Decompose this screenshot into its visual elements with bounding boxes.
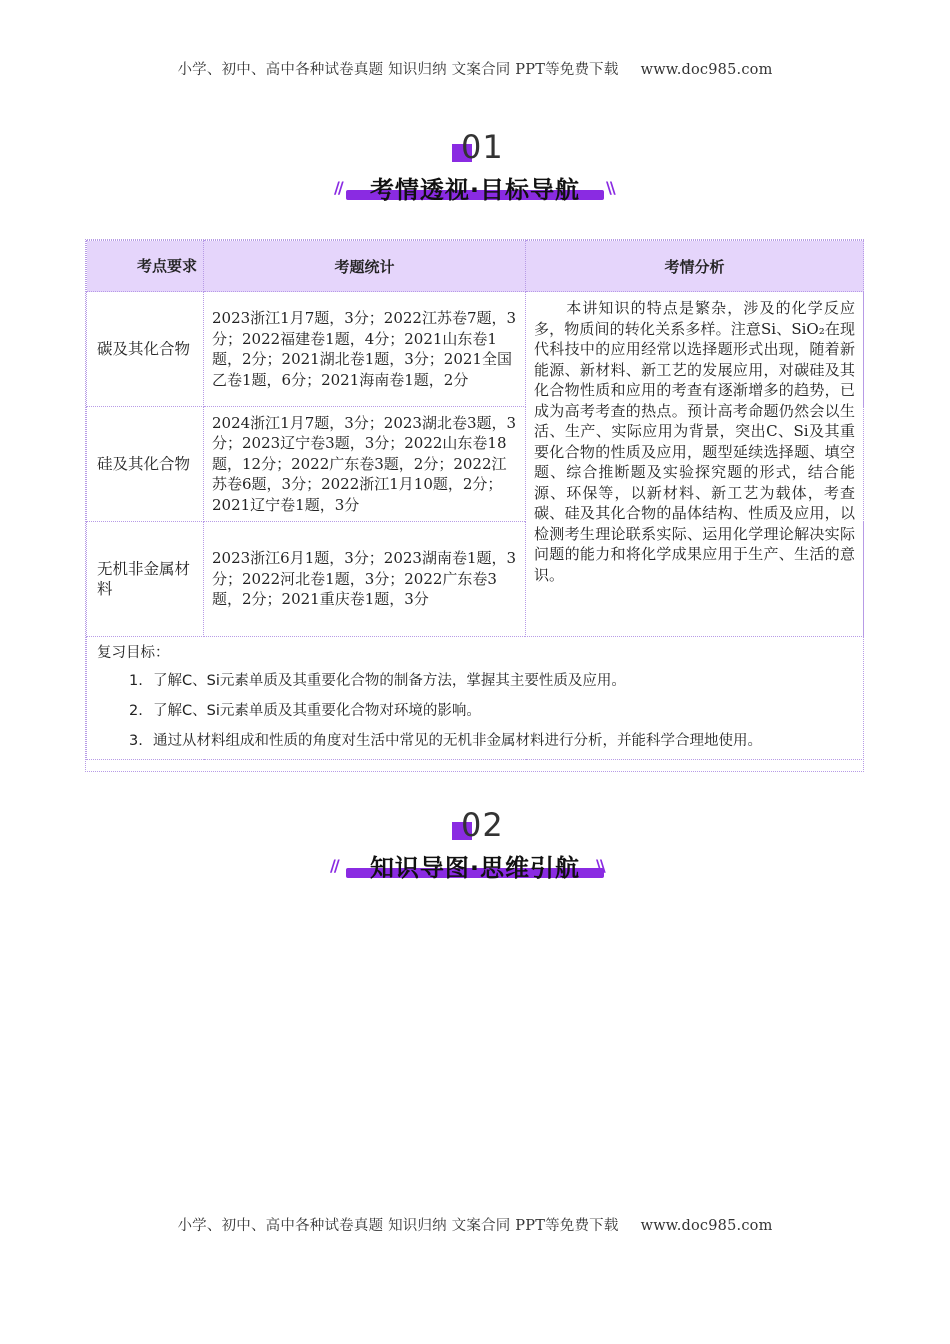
goal-item	[97, 701, 853, 721]
section-title: 考情透视·目标导航	[369, 176, 581, 204]
header-stats: 考题统计	[204, 241, 526, 292]
exam-analysis-table	[85, 239, 864, 772]
right-slash-decoration: \\	[606, 178, 614, 197]
analysis-grid	[86, 240, 864, 760]
table-row	[87, 292, 864, 407]
table-header-row	[87, 241, 864, 292]
header-url[interactable]: www.doc985.com	[640, 62, 773, 78]
section-number-badge	[452, 806, 512, 846]
left-slash-decoration: //	[334, 178, 342, 197]
analysis-cell: 本讲知识的特点是繁杂，涉及的化学反应多，物质间的转化关系多样。注意Si、SiO₂在现代科技中的应用经常以选择题形式出现，随着新能源、新材料、新工艺的发展应用，对碳硅及其化合物性质和应用的考查有逐渐增多的趋势，已成为高考考查的热点。预计高考命题仍然会以生活、生产、实际应用为背景，突出C、Si及其重要化合物的性质及应用，题型延续选择题、填空题、综合推断题及实验探究题的形式，结合能源、环保等，以新材料、新工艺为载体，考查碳、硅及其化合物的晶体结构、性质及应用，以检测考生理论联系实际、运用化学理论解决实际问题的能力和将化学成果应用于生产、生活的意识。	[526, 292, 864, 637]
section-01-heading	[0, 128, 950, 208]
goal-number: 3.	[129, 733, 143, 749]
header-text: 小学、初中、高中各种试卷真题 知识归纳 文案合同 PPT等免费下载	[177, 62, 619, 78]
stats-cell: 2023浙江6月1题，3分；2023湖南卷1题，3分；2022河北卷1题，3分；2022广东卷3题，2分；2021重庆卷1题，3分	[204, 522, 526, 637]
header-analysis: 考情分析	[526, 241, 864, 292]
topic-cell: 硅及其化合物	[87, 407, 204, 522]
goals-title: 复习目标：	[97, 645, 170, 661]
goal-text: 通过从材料组成和性质的角度对生活中常见的无机非金属材料进行分析，并能科学合理地使用。	[153, 733, 762, 749]
page-footer	[0, 1214, 950, 1235]
footer-url[interactable]: www.doc985.com	[640, 1218, 773, 1234]
goal-text: 了解C、Si元素单质及其重要化合物对环境的影响。	[153, 703, 481, 719]
topic-cell: 无机非金属材料	[87, 522, 204, 637]
topic-cell: 碳及其化合物	[87, 292, 204, 407]
goal-number: 1.	[129, 673, 143, 689]
section-title: 知识导图·思维引航	[369, 854, 581, 882]
goal-text: 了解C、Si元素单质及其重要化合物的制备方法，掌握其主要性质及应用。	[153, 673, 626, 689]
goal-number: 2.	[129, 703, 143, 719]
footer-text: 小学、初中、高中各种试卷真题 知识归纳 文案合同 PPT等免费下载	[177, 1218, 619, 1234]
review-goals	[87, 637, 864, 760]
goals-row	[87, 637, 864, 760]
stats-cell: 2023浙江1月7题，3分；2022江苏卷7题，3分；2022福建卷1题，4分；2021山东卷1题，2分；2021湖北卷1题，3分；2021全国乙卷1题，6分；2021海南卷1题，2分	[204, 292, 526, 407]
goal-item	[97, 731, 853, 751]
page-header	[0, 58, 950, 79]
section-number: 02	[461, 806, 504, 844]
section-02-heading	[0, 806, 950, 886]
stats-cell: 2024浙江1月7题，3分；2023湖北卷3题，3分；2023辽宁卷3题，3分；2022山东卷18题，12分；2022广东卷3题，2分；2022江苏卷6题，3分；2022浙江1月10题，2分；2021辽宁卷1题，3分	[204, 407, 526, 522]
section-title-banner	[0, 170, 950, 204]
section-number: 01	[461, 128, 504, 166]
header-topic: 考点要求	[87, 241, 204, 292]
right-slash-decoration: \\	[596, 856, 604, 875]
section-number-badge	[452, 128, 512, 168]
left-slash-decoration: //	[330, 856, 338, 875]
section-title-banner	[0, 848, 950, 882]
goal-item	[97, 671, 853, 691]
